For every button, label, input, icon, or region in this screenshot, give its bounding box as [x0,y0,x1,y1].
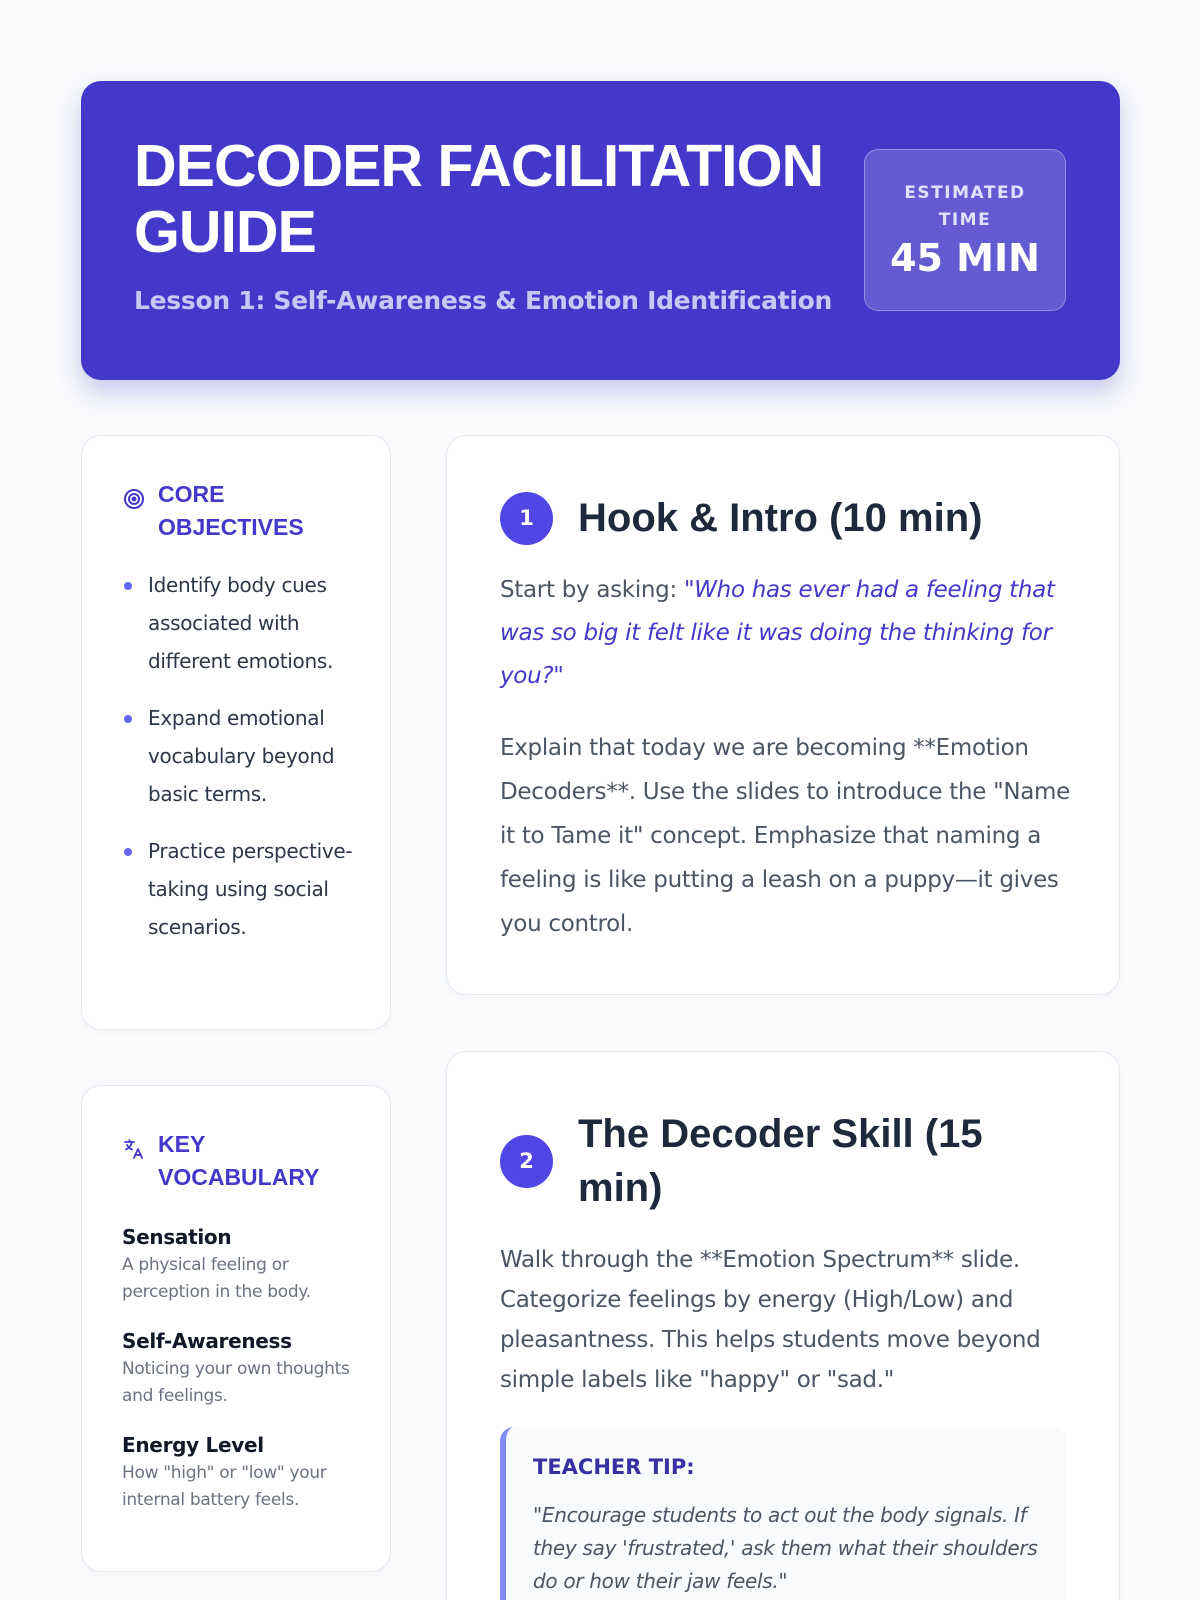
core-objectives-card [81,435,391,1030]
core-objectives-title: CORE OBJECTIVES [158,481,304,540]
lesson-subtitle: Lesson 1: Self-Awareness & Emotion Identification [134,286,832,315]
translate-icon [122,1137,146,1161]
objectives-list [122,566,362,965]
vocab-definition: Noticing your own thoughts and feelings. [122,1359,350,1406]
estimated-time-label: ESTIMATED TIME [904,183,1026,230]
teacher-tip-text: "Encourage students to act out the body signals. If they say 'frustrated,' ask them what their shoulders do or how their jaw feels." [533,1503,1038,1593]
step-1-heading [500,491,982,545]
guide-header [81,81,1120,380]
vocab-term: Sensation [122,1225,232,1249]
key-vocabulary-card [81,1085,391,1572]
list-item: Expand emotional vocabulary beyond basic terms. [122,699,362,813]
vocab-definition: How "high" or "low" your internal battery feels. [122,1463,327,1510]
core-objectives-heading [122,478,338,544]
vocabulary-list [122,1222,362,1534]
list-item [122,1326,362,1410]
step-1-body: Explain that today we are becoming **Emotion Decoders**. Use the slides to introduce the "Name it to Tame it" concept. Emphasize that naming a feeling is like putting a leash on a puppy—it gives you control. [500,735,1071,937]
list-item [122,1222,362,1306]
teacher-tip-label: TEACHER TIP: [533,1455,695,1479]
page-title: DECODER FACILITATION GUIDE [134,133,824,265]
list-item: Identify body cues associated with different emotions. [122,566,362,680]
list-item: Practice perspective-taking using social scenarios. [122,832,362,946]
target-icon [122,487,146,511]
vocab-term: Self-Awareness [122,1329,292,1353]
step-2-heading [500,1107,998,1215]
step-2-body: Walk through the **Emotion Spectrum** slide. Categorize feelings by energy (High/Low) and pleasantness. This helps students move beyond simple labels like "happy" or "sad." [500,1247,1041,1393]
prompt-quote: "Who has ever had a feeling that was so big it felt like it was doing the thinking for you?" [500,577,1055,689]
teacher-tip [500,1427,1066,1600]
step-title: The Decoder Skill (15 min) [578,1112,983,1210]
step-number-badge: 1 [500,492,553,545]
step-title: Hook & Intro (10 min) [578,496,983,540]
list-item [122,1430,362,1514]
step-number-badge: 2 [500,1135,553,1188]
vocab-definition: A physical feeling or perception in the body. [122,1255,311,1302]
key-vocabulary-title: KEY VOCABULARY [158,1131,320,1190]
prompt-lead: Start by asking: [500,577,677,603]
vocab-term: Energy Level [122,1433,264,1457]
estimated-time-value: 45 MIN [890,236,1040,280]
step-1-prompt [500,569,1070,698]
step-1-card [446,435,1120,995]
step-2-card [446,1051,1120,1600]
key-vocabulary-heading [122,1128,338,1194]
estimated-time-badge [864,149,1066,311]
